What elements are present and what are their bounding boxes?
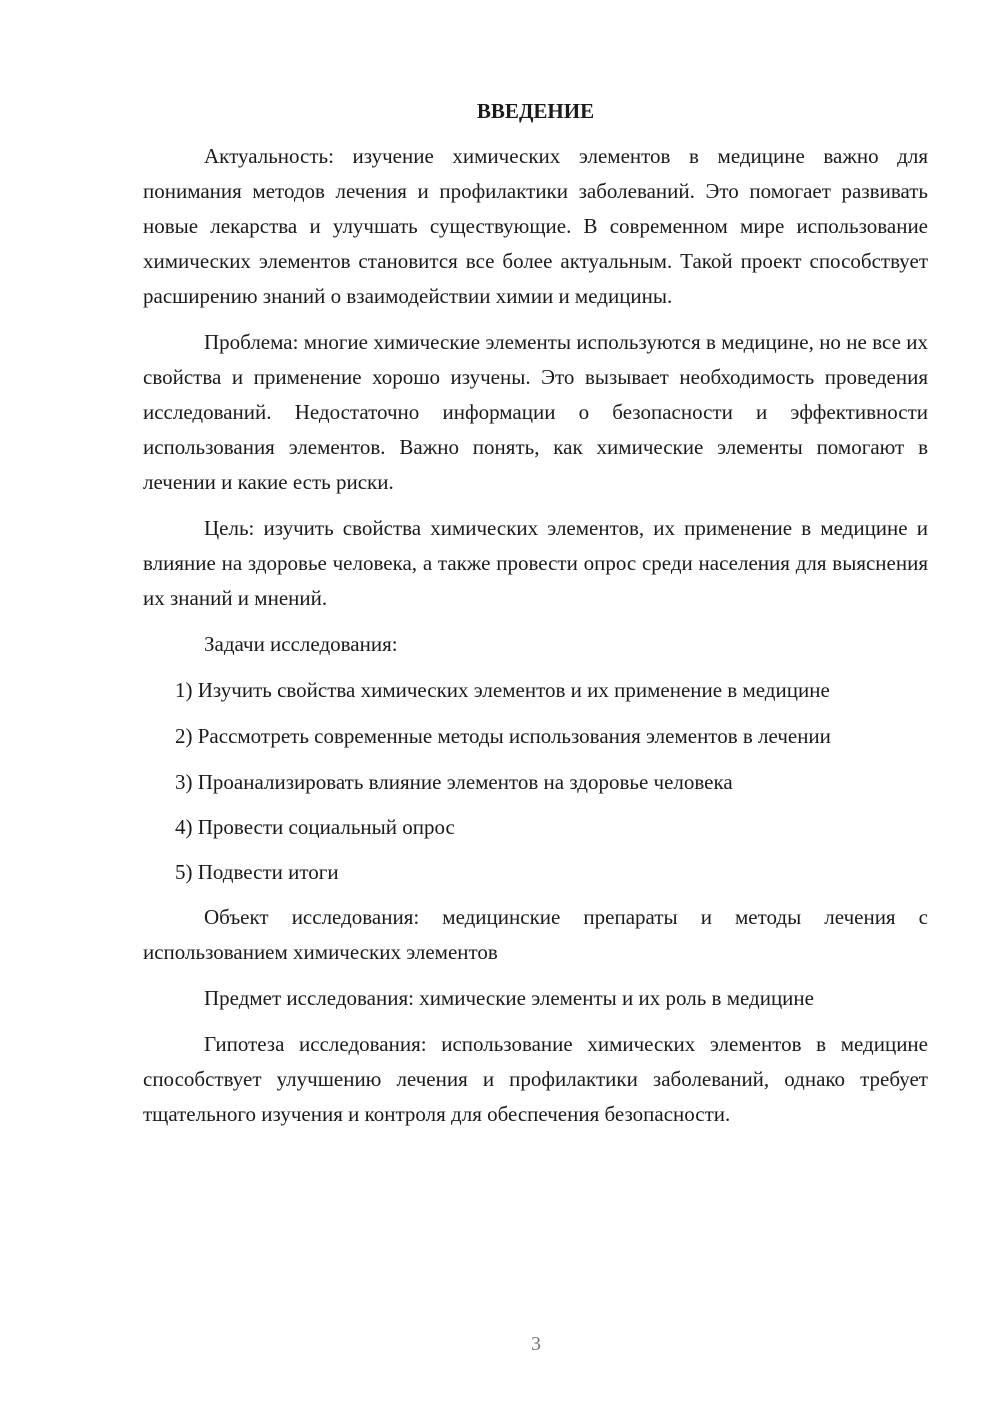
problem-paragraph: Проблема: многие химические элементы используются в медицине, но не все их свойства и применение хорошо изучены. Это вызывает необходимость проведения исследований. Недостаточно информации о безопасности и эффективности использования элементов. Важно понять, как химические элементы помогают в лечении и какие есть риски.	[143, 330, 928, 494]
task-item: 1) Изучить свойства химических элементов и их применение в медицине	[175, 678, 830, 702]
task-item: 5) Подвести итоги	[175, 860, 339, 884]
document-page	[143, 96, 928, 1143]
section-heading: ВВЕДЕНИЕ	[476, 99, 595, 123]
object-paragraph: Объект исследования: медицинские препараты и методы лечения с использованием химических элементов	[143, 905, 928, 964]
task-item: 3) Проанализировать влияние элементов на здоровье человека	[175, 770, 733, 794]
task-item: 2) Рассмотреть современные методы использования элементов в лечении	[175, 724, 831, 748]
relevance-paragraph: Актуальность: изучение химических элементов в медицине важно для понимания методов лечения и профилактики заболеваний. Это помогает развивать новые лекарства и улучшать существующие. В современном мире использование химических элементов становится все более актуальным. Такой проект способствует расширению знаний о взаимодействии химии и медицины.	[143, 144, 928, 308]
subject-paragraph: Предмет исследования: химические элементы и их роль в медицине	[204, 986, 814, 1010]
hypothesis-paragraph: Гипотеза исследования: использование химических элементов в медицине способствует улучшению лечения и профилактики заболеваний, однако требует тщательного изучения и контроля для обеспечения безопасности.	[143, 1032, 928, 1126]
task-item: 4) Провести социальный опрос	[175, 815, 455, 839]
page-number: 3	[531, 1333, 541, 1355]
tasks-title: Задачи исследования:	[204, 632, 398, 656]
goal-paragraph: Цель: изучить свойства химических элементов, их применение в медицине и влияние на здоровье человека, а также провести опрос среди населения для выяснения их знаний и мнений.	[143, 516, 928, 610]
